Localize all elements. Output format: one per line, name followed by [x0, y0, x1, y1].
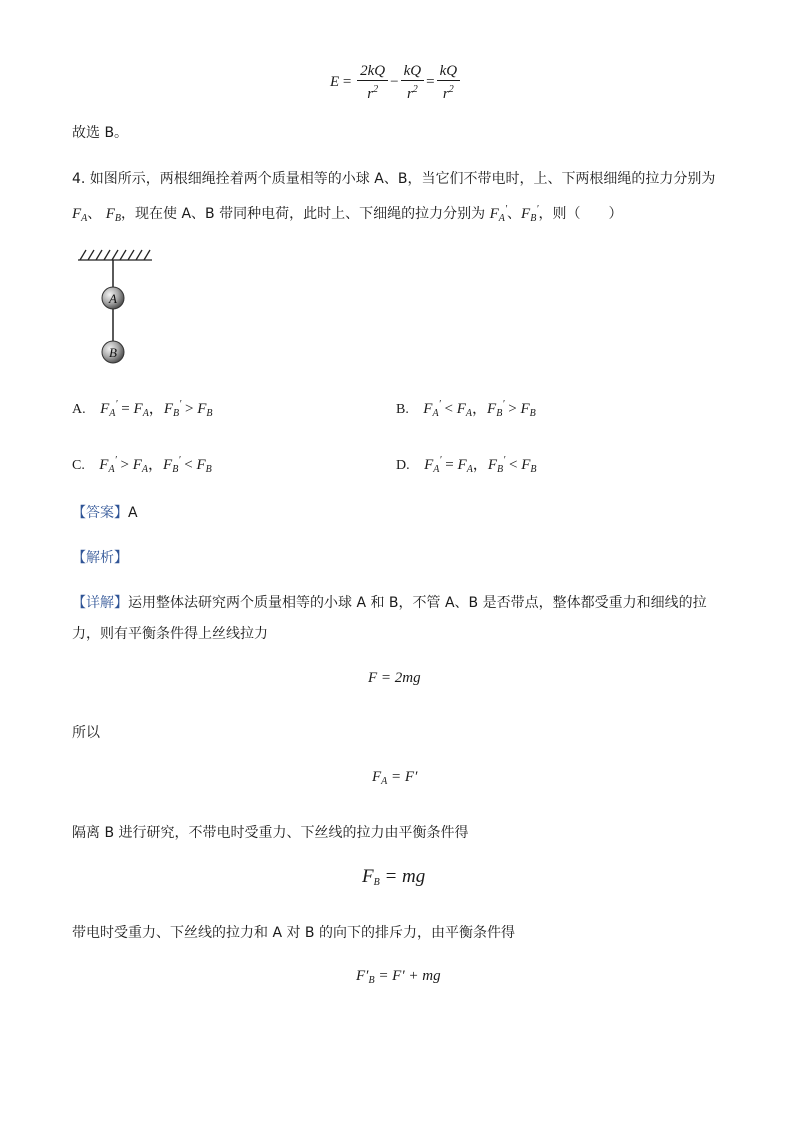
eq1-frac2: [401, 63, 425, 102]
q4-fa-f: F: [72, 206, 82, 222]
option-a-label: A.: [72, 402, 86, 417]
pendulum-figure: [70, 244, 160, 374]
option-d-label: D.: [396, 458, 410, 473]
detail-text1: 运用整体法研究两个质量相等的小球 A 和 B，不管 A、B 是否带点，整体都受重力和细线的拉: [128, 595, 707, 611]
option-c-expr: $F_A' > F_A$，$F_B' < F_B$: [99, 455, 212, 475]
q4-fa-prime: $F_A'$: [489, 204, 508, 224]
eq1-frac2-exp: 2: [412, 83, 418, 95]
eq1-frac1: [357, 63, 388, 102]
eq4-rhs: = mg: [384, 866, 426, 887]
detail-line2: 力，则有平衡条件得上丝线拉力: [72, 626, 268, 642]
eq1-frac3-den: [437, 81, 461, 102]
q4-comma: 、: [87, 206, 102, 222]
ball-b-label: B: [109, 345, 117, 360]
option-b-expr: $F_A' < F_A$，$F_B' > F_B$: [423, 399, 536, 419]
eq1-frac3-den-r: r: [442, 85, 449, 102]
eq3-lhs: F: [372, 769, 382, 785]
eq1-frac2-den: [401, 81, 425, 102]
q4-fb-prime: $F_B'$: [521, 204, 539, 224]
q4-fb-sub: B: [114, 213, 122, 224]
ball-a-label: A: [109, 291, 117, 306]
eq4-sub: B: [373, 877, 380, 888]
isolate-text: 隔离 B 进行研究，不带电时受重力、下丝线的拉力由平衡条件得: [72, 825, 469, 841]
eq5-sub: B: [368, 975, 375, 986]
equation-fa: [372, 769, 417, 787]
eq1-frac3: [437, 63, 461, 102]
eq1-frac1-num: 2kQ: [357, 63, 388, 81]
eq3-rhs: = F′: [391, 769, 418, 785]
q4-line2: [72, 203, 623, 224]
eq1-frac1-exp: 2: [373, 83, 379, 95]
detail-tag: 【详解】: [72, 595, 128, 611]
eq5-lhs: F′: [356, 968, 369, 984]
charged-text: 带电时受重力、下丝线的拉力和 A 对 B 的向下的排斥力，由平衡条件得: [72, 925, 515, 941]
option-b: [396, 397, 536, 419]
eq1-frac1-den: [357, 81, 388, 102]
equation-fb-prime: [356, 968, 441, 986]
option-d-expr: $F_A' = F_A$，$F_B' < F_B$: [424, 455, 537, 475]
eq5-rhs: = F′ + mg: [378, 968, 441, 984]
q4-fb-f: F: [105, 206, 115, 222]
q4-fb: [106, 206, 121, 222]
ceiling-hatch: [78, 250, 152, 260]
select-b-text: 故选 B。: [72, 125, 129, 141]
answer-line: [72, 502, 138, 522]
eq3-sub: A: [381, 776, 388, 787]
equation-fb: [362, 866, 425, 888]
option-c: [72, 453, 212, 475]
q4-line1: 4. 如图所示，两根细绳拴着两个质量相等的小球 A、B，当它们不带电时，上、下两根细绳的拉力分别为: [72, 171, 716, 187]
q4-fa-sub: A: [81, 213, 88, 224]
eq1-frac1-den-r: r: [367, 85, 374, 102]
option-b-label: B.: [396, 402, 409, 417]
eq1-lhs: E: [330, 73, 340, 90]
equation-total-tension: F = 2mg: [368, 670, 421, 686]
q4-line2-sep: 、: [507, 206, 522, 222]
answer-tag: 【答案】: [72, 505, 128, 521]
eq1-frac3-exp: 2: [448, 83, 454, 95]
q4-line2-post: ，则（ ）: [538, 206, 623, 222]
q4-fa: [72, 206, 87, 222]
eq1-frac2-num: kQ: [401, 63, 425, 81]
analysis-tag: 【解析】: [72, 550, 128, 566]
option-a-expr: $F_A' = F_A$，$F_B' > F_B$: [100, 399, 213, 419]
answer-value: A: [128, 505, 138, 521]
suoyi-text: 所以: [72, 725, 100, 741]
option-c-label: C.: [72, 458, 85, 473]
eq1-frac3-num: kQ: [437, 63, 461, 81]
q4-line2-pre: ，现在使 A、B 带同种电荷，此时上、下细绳的拉力分别为: [121, 206, 486, 222]
equation-field-strength: E = $\frac{2kQ}{r^2}$ − $\frac{kQ}{r^2}$ = $\frac{kQ}{r^2}$: [330, 60, 462, 104]
option-d: [396, 453, 537, 475]
eq4-lhs: F: [362, 866, 374, 887]
eq1-frac2-den-r: r: [406, 85, 413, 102]
detail-line1: [72, 592, 707, 612]
option-a: [72, 397, 213, 419]
